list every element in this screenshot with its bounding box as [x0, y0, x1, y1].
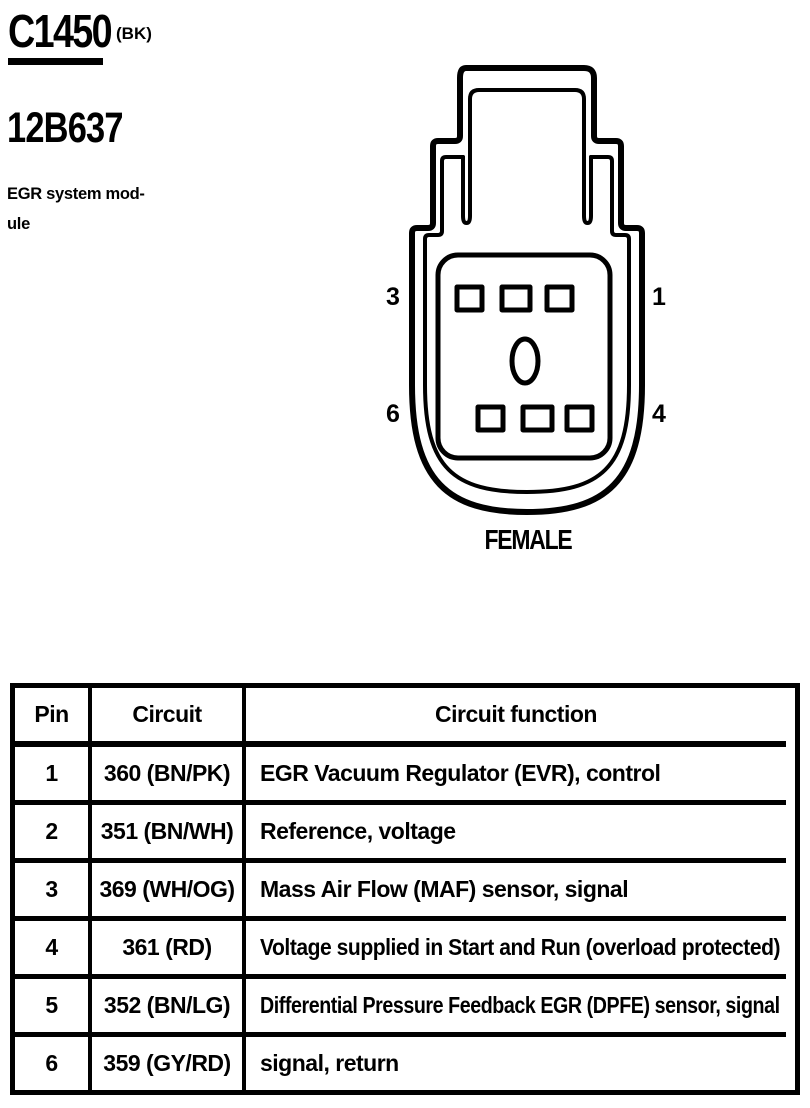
description-line-1: EGR system mod- [7, 185, 145, 203]
keyway-oval [512, 339, 538, 383]
circuit-cell: 361 (RD) [92, 921, 246, 979]
pin-slot-6 [478, 407, 503, 430]
function-cell: EGR Vacuum Regulator (EVR), control [246, 747, 786, 805]
description-line-2: ule [7, 215, 30, 233]
column-header-circuit: Circuit [92, 688, 246, 747]
pin-slot-5 [523, 407, 552, 430]
pin-cell: 5 [15, 979, 92, 1037]
function-cell: signal, return [246, 1037, 786, 1090]
connector-inner-outline [425, 157, 629, 492]
pin-slot-2 [502, 287, 530, 310]
connector-diagram [390, 55, 650, 520]
pin-cell: 6 [15, 1037, 92, 1090]
part-number: 12B637 [7, 104, 123, 152]
connector-id-underline [8, 58, 103, 65]
connector-color-code: (BK) [116, 24, 152, 43]
pin-label-3: 3 [386, 283, 400, 311]
function-cell: Differential Pressure Feedback EGR (DPFE) sensor, signal [246, 979, 786, 1037]
function-cell: Mass Air Flow (MAF) sensor, signal [246, 863, 786, 921]
pin-label-4: 4 [652, 400, 666, 428]
pin-cell: 4 [15, 921, 92, 979]
function-cell: Voltage supplied in Start and Run (overload protected) [246, 921, 786, 979]
circuit-cell: 359 (GY/RD) [92, 1037, 246, 1090]
connector-id: C1450 [8, 5, 111, 57]
pin-cell: 1 [15, 747, 92, 805]
connector-latch-inner-outline [463, 90, 591, 223]
circuit-cell: 360 (BN/PK) [92, 747, 246, 805]
connector-description [7, 179, 145, 239]
pin-slot-3 [457, 287, 482, 310]
pin-slot-1 [547, 287, 572, 310]
connector-gender-label: FEMALE [484, 524, 572, 555]
function-cell: Reference, voltage [246, 805, 786, 863]
pin-cell: 3 [15, 863, 92, 921]
pinout-table [10, 683, 800, 1095]
circuit-cell: 351 (BN/WH) [92, 805, 246, 863]
column-header-pin: Pin [15, 688, 92, 747]
pin-label-6: 6 [386, 400, 400, 428]
pin-label-1: 1 [652, 283, 666, 311]
pin-slot-4 [567, 407, 592, 430]
circuit-cell: 369 (WH/OG) [92, 863, 246, 921]
pin-cell: 2 [15, 805, 92, 863]
column-header-circuit-function: Circuit function [246, 688, 786, 747]
circuit-cell: 352 (BN/LG) [92, 979, 246, 1037]
